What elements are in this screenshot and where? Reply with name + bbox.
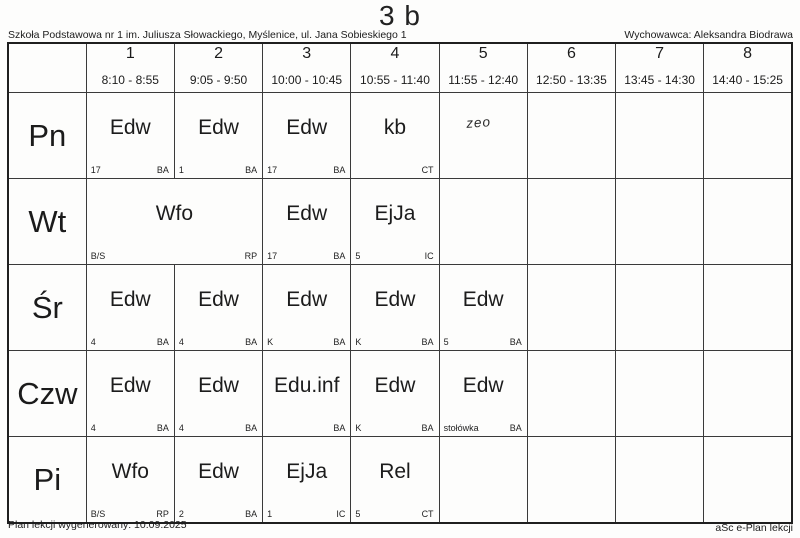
lesson-cell bbox=[86, 437, 174, 524]
subject-label: EjJa bbox=[374, 201, 416, 225]
lesson-cell-empty bbox=[616, 437, 704, 524]
lesson-cell bbox=[263, 437, 351, 524]
subject-label: Edw bbox=[286, 115, 328, 139]
subject-label: Rel bbox=[379, 459, 411, 483]
lesson-cell-empty bbox=[527, 93, 615, 179]
teacher-label: BA bbox=[509, 337, 522, 347]
lesson-cell-empty bbox=[439, 179, 527, 265]
period-time: 12:50 - 13:35 bbox=[536, 73, 607, 87]
subject-label: kb bbox=[383, 115, 407, 139]
lesson-cell-empty bbox=[527, 265, 615, 351]
subject-label: Edw bbox=[109, 373, 151, 397]
room-label: 5 bbox=[355, 251, 361, 261]
period-header bbox=[263, 43, 351, 93]
room-label: 4 bbox=[90, 423, 96, 433]
teacher-label: RP bbox=[244, 251, 258, 261]
subject-label: EjJa bbox=[286, 459, 328, 483]
subject-label: Edw bbox=[109, 287, 151, 311]
lesson-cell bbox=[86, 93, 174, 179]
homeroom-teacher: Wychowawca: Aleksandra Biodrawa bbox=[624, 29, 793, 41]
subject-label: Edw bbox=[374, 373, 416, 397]
subject-label: Edw bbox=[462, 287, 504, 311]
generated-date: Plan lekcji wygenerowany: 10.09.2025 bbox=[8, 519, 187, 531]
subject-label: Edw bbox=[198, 373, 239, 397]
period-number: 2 bbox=[214, 45, 223, 62]
subject-label: Edw bbox=[286, 201, 328, 225]
subject-label: Edu.inf bbox=[274, 373, 340, 397]
teacher-label: BA bbox=[245, 165, 258, 175]
lesson-cell-empty bbox=[616, 265, 704, 351]
room-label: 2 bbox=[178, 509, 184, 519]
lesson-cell-empty bbox=[616, 179, 704, 265]
teacher-label: BA bbox=[333, 337, 346, 347]
period-header bbox=[351, 43, 439, 93]
teacher-label: BA bbox=[245, 423, 258, 433]
day-label: Pi bbox=[8, 437, 86, 524]
period-time: 14:40 - 15:25 bbox=[712, 73, 783, 87]
day-row-friday bbox=[8, 437, 792, 524]
teacher-label: BA bbox=[156, 165, 169, 175]
period-number: 8 bbox=[743, 45, 753, 62]
room-label: 1 bbox=[178, 165, 184, 175]
room-label: 17 bbox=[267, 251, 278, 261]
room-label: 5 bbox=[443, 337, 449, 347]
lesson-cell-empty bbox=[527, 179, 615, 265]
lesson-cell bbox=[439, 351, 527, 437]
room-label: K bbox=[267, 337, 274, 347]
period-time: 11:55 - 12:40 bbox=[448, 73, 519, 87]
lesson-cell-empty bbox=[704, 179, 792, 265]
lesson-cell bbox=[86, 351, 174, 437]
period-number: 4 bbox=[390, 45, 400, 62]
page-title: 3 b bbox=[379, 0, 421, 31]
brand-label: aSc e-Plan lekcji bbox=[715, 522, 793, 534]
lesson-cell bbox=[439, 265, 527, 351]
period-header-row bbox=[8, 43, 792, 93]
teacher-label: BA bbox=[245, 337, 258, 347]
subject-label: Wfo bbox=[111, 459, 149, 483]
period-header bbox=[616, 43, 704, 93]
room-label: K bbox=[355, 423, 362, 433]
period-time: 9:05 - 9:50 bbox=[189, 73, 248, 87]
teacher-label: BA bbox=[421, 423, 434, 433]
room-label: 1 bbox=[267, 509, 273, 519]
day-label: Czw bbox=[8, 351, 86, 437]
period-number: 3 bbox=[302, 45, 312, 62]
lesson-cell bbox=[174, 351, 262, 437]
day-label: Śr bbox=[8, 265, 86, 351]
lesson-cell-empty bbox=[527, 351, 615, 437]
subject-label: Edw bbox=[462, 373, 504, 397]
room-label: 17 bbox=[267, 165, 278, 175]
subject-label: Edw bbox=[198, 287, 239, 311]
period-time: 13:45 - 14:30 bbox=[624, 73, 695, 87]
period-time: 10:00 - 10:45 bbox=[271, 73, 343, 87]
day-label: Wt bbox=[8, 179, 86, 265]
subject-label: Wfo bbox=[155, 201, 194, 225]
lesson-cell bbox=[351, 93, 439, 179]
period-header bbox=[527, 43, 615, 93]
lesson-cell bbox=[351, 179, 439, 265]
subject-label: Edw bbox=[374, 287, 416, 311]
period-time: 8:10 - 8:55 bbox=[101, 73, 159, 87]
lesson-cell-empty bbox=[704, 351, 792, 437]
lesson-cell bbox=[86, 179, 262, 265]
room-label: K bbox=[355, 337, 362, 347]
day-label: Pn bbox=[8, 93, 86, 179]
lesson-cell bbox=[174, 93, 262, 179]
lesson-cell-empty bbox=[616, 93, 704, 179]
handwritten-note: zeo bbox=[465, 114, 492, 131]
period-header bbox=[86, 43, 174, 93]
lesson-cell bbox=[351, 351, 439, 437]
lesson-cell-empty bbox=[704, 93, 792, 179]
period-time: 10:55 - 11:40 bbox=[360, 73, 430, 87]
lesson-cell bbox=[174, 437, 262, 524]
period-number: 7 bbox=[655, 45, 665, 62]
lesson-cell bbox=[263, 93, 351, 179]
day-row-monday bbox=[8, 93, 792, 179]
teacher-label: BA bbox=[156, 423, 169, 433]
lesson-cell bbox=[439, 93, 527, 179]
room-label: stołówka bbox=[443, 423, 479, 433]
room-label: 4 bbox=[178, 337, 184, 347]
lesson-cell-empty bbox=[704, 437, 792, 524]
room-label: 17 bbox=[90, 165, 101, 175]
lesson-cell-empty bbox=[704, 265, 792, 351]
lesson-cell bbox=[263, 179, 351, 265]
day-row-tuesday bbox=[8, 179, 792, 265]
period-header bbox=[174, 43, 262, 93]
room-label: 5 bbox=[355, 509, 361, 519]
school-name: Szkoła Podstawowa nr 1 im. Juliusza Słowackiego, Myślenice, ul. Jana Sobieskiego 1 bbox=[8, 29, 407, 41]
subject-label: Edw bbox=[109, 115, 151, 139]
teacher-label: CT bbox=[421, 165, 434, 175]
room-label: B/S bbox=[90, 509, 106, 519]
teacher-label: RP bbox=[156, 509, 169, 519]
room-label: 4 bbox=[178, 423, 184, 433]
timetable-grid bbox=[7, 42, 793, 524]
subject-label: Edw bbox=[198, 115, 239, 139]
day-row-wednesday bbox=[8, 265, 792, 351]
period-number: 6 bbox=[566, 45, 576, 62]
period-number: 5 bbox=[478, 45, 488, 62]
period-header bbox=[704, 43, 792, 93]
period-number: 1 bbox=[125, 45, 135, 62]
teacher-label: BA bbox=[421, 337, 434, 347]
teacher-label: BA bbox=[333, 251, 346, 261]
subject-label: Edw bbox=[286, 287, 328, 311]
lesson-cell bbox=[263, 265, 351, 351]
lesson-cell-empty bbox=[616, 351, 704, 437]
lesson-cell-empty bbox=[439, 437, 527, 524]
lesson-cell bbox=[351, 265, 439, 351]
lesson-cell bbox=[174, 265, 262, 351]
teacher-label: BA bbox=[509, 423, 522, 433]
teacher-label: IC bbox=[336, 509, 346, 519]
lesson-cell-empty bbox=[527, 437, 615, 524]
teacher-label: CT bbox=[421, 509, 434, 519]
day-row-thursday bbox=[8, 351, 792, 437]
lesson-cell bbox=[351, 437, 439, 524]
teacher-label: BA bbox=[245, 509, 258, 519]
corner-cell bbox=[8, 43, 86, 93]
room-label: 4 bbox=[90, 337, 96, 347]
teacher-label: BA bbox=[156, 337, 169, 347]
teacher-label: IC bbox=[424, 251, 434, 261]
period-header bbox=[439, 43, 527, 93]
lesson-cell bbox=[86, 265, 174, 351]
teacher-label: BA bbox=[333, 423, 346, 433]
teacher-label: BA bbox=[333, 165, 346, 175]
lesson-cell bbox=[263, 351, 351, 437]
room-label: B/S bbox=[90, 251, 106, 261]
subject-label: Edw bbox=[198, 459, 239, 483]
